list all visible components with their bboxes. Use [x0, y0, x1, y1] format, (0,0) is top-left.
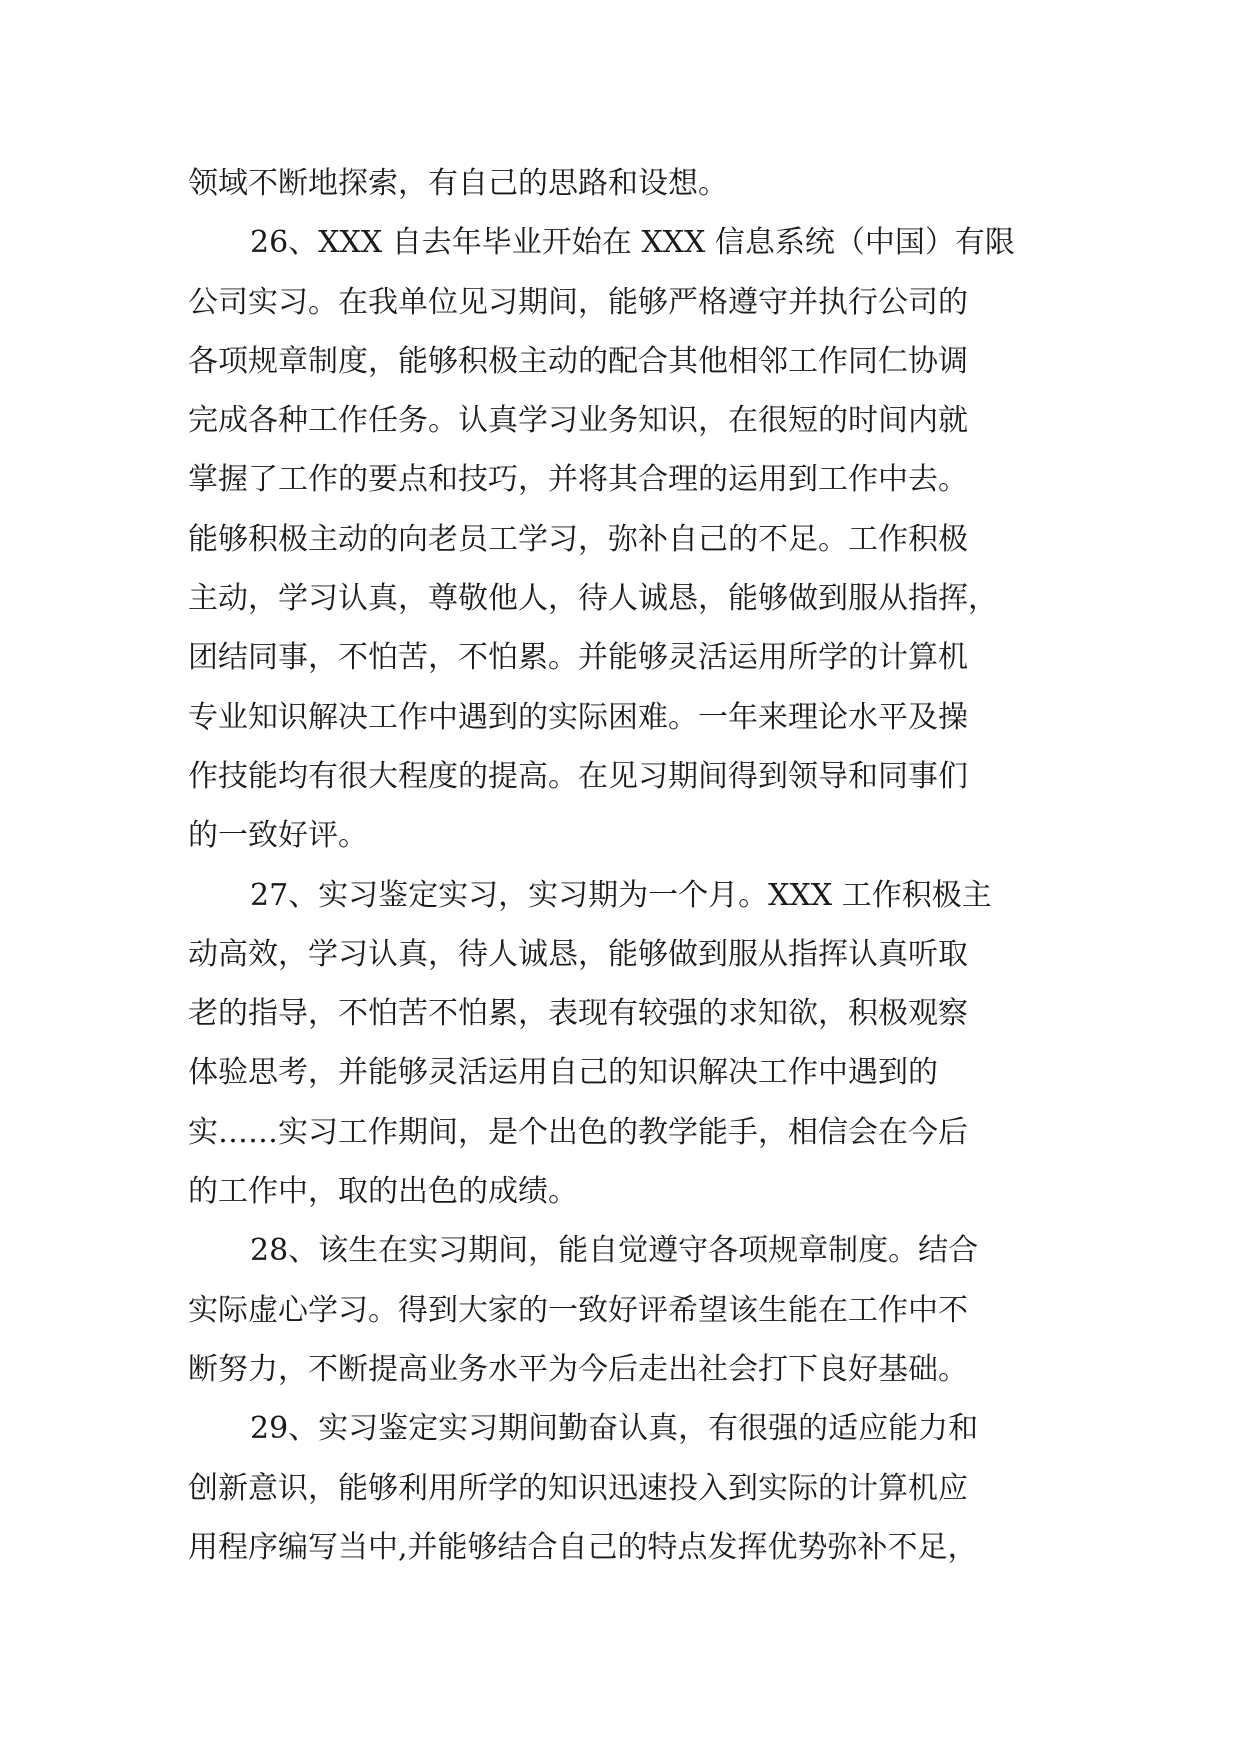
text-line: 27、实习鉴定实习，实习期为一个月。XXX 工作积极主: [250, 877, 992, 913]
text-line: 专业知识解决工作中遇到的实际困难。一年来理论水平及操: [188, 699, 968, 735]
text-line: 的工作中，取的出色的成绩。: [188, 1174, 578, 1210]
text-line: 用程序编写当中,并能够结合自己的特点发挥优势弥补不足，: [188, 1529, 978, 1565]
text-line: 作技能均有很大程度的提高。在见习期间得到领导和同事们: [188, 758, 968, 794]
text-line: 的一致好评。: [188, 818, 368, 854]
text-line: 26、XXX 自去年毕业开始在 XXX 信息系统（中国）有限: [250, 225, 1015, 261]
text-line: 公司实习。在我单位见习期间，能够严格遵守并执行公司的: [188, 284, 968, 320]
text-line: 完成各种工作任务。认真学习业务知识，在很短的时间内就: [188, 403, 968, 439]
text-line: 老的指导，不怕苦不怕累，表现有较强的求知欲，积极观察: [188, 996, 968, 1032]
text-line: 能够积极主动的向老员工学习，弥补自己的不足。工作积极: [188, 521, 968, 557]
text-line: 各项规章制度，能够积极主动的配合其他相邻工作同仁协调: [188, 343, 968, 379]
text-line: 团结同事，不怕苦，不怕累。并能够灵活运用所学的计算机: [188, 640, 968, 676]
text-line: 领域不断地探索，有自己的思路和设想。: [188, 166, 728, 201]
text-line: 28、该生在实习期间，能自觉遵守各项规章制度。结合: [250, 1233, 979, 1269]
text-line: 动高效，学习认真，待人诚恳，能够做到服从指挥认真听取: [188, 936, 968, 972]
text-line: 实际虚心学习。得到大家的一致好评希望该生能在工作中不: [188, 1292, 968, 1328]
text-line: 掌握了工作的要点和技巧，并将其合理的运用到工作中去。: [188, 462, 968, 498]
text-line: 主动，学习认真，尊敬他人，待人诚恳，能够做到服从指挥，: [188, 581, 998, 617]
text-line: 29、实习鉴定实习期间勤奋认真，有很强的适应能力和: [250, 1411, 979, 1447]
text-line: 断努力，不断提高业务水平为今后走出社会打下良好基础。: [188, 1351, 968, 1387]
text-line: 创新意识，能够利用所学的知识迅速投入到实际的计算机应: [188, 1470, 968, 1506]
text-line: 实……实习工作期间，是个出色的教学能手，相信会在今后: [188, 1114, 968, 1150]
document-body: [188, 154, 1058, 1577]
text-line: 体验思考，并能够灵活运用自己的知识解决工作中遇到的: [188, 1055, 938, 1091]
